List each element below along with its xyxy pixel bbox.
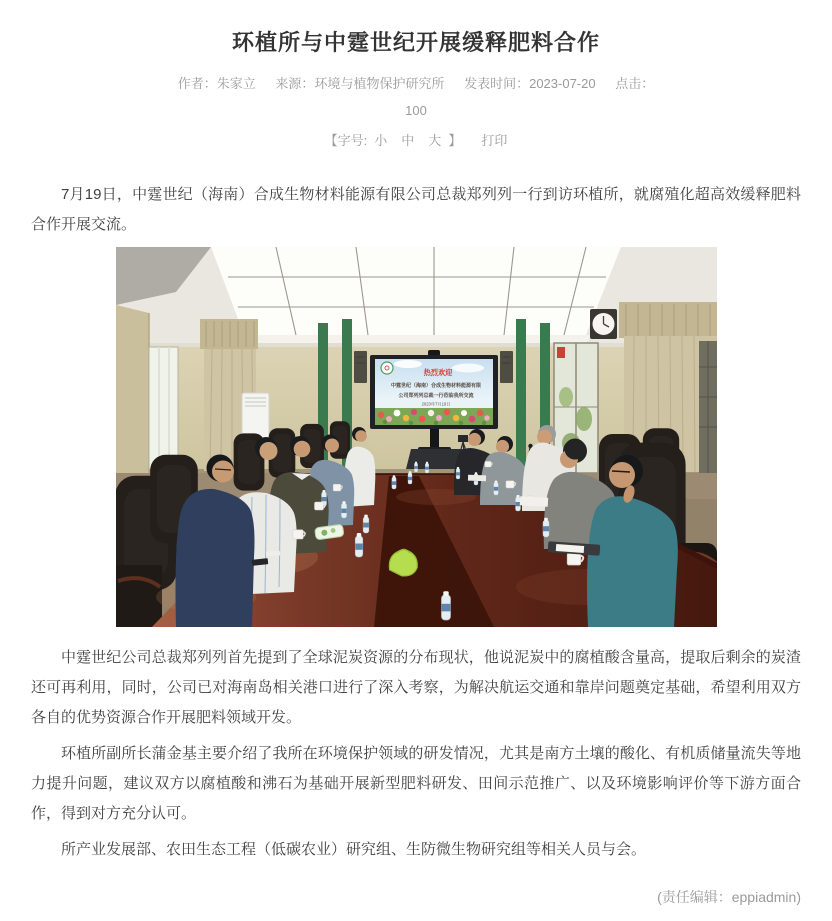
meta-source-label: 来源： (275, 76, 315, 91)
meta-author-value: 朱家立 (216, 76, 256, 91)
meeting-room-illustration (116, 247, 717, 627)
fontsize-toolbar (0, 127, 832, 154)
meta-hits-value: 100 (405, 103, 427, 118)
article-body (0, 180, 832, 865)
fontsize-small-button[interactable]: 小 (374, 133, 388, 148)
meta-hits-label: 点击： (615, 76, 655, 91)
curtain-pelmet (619, 302, 717, 338)
meta-date-value: 2023-07-20 (529, 76, 596, 91)
exit-sign-icon (557, 347, 565, 358)
editor-credit: (责任编辑：eppiadmin) (657, 889, 801, 905)
fontsize-prefix: 【字号: (324, 133, 368, 148)
meta-date (464, 76, 596, 91)
paragraph-1: 7月19日，中霆世纪（海南）合成生物材料能源有限公司总裁郑列列一行到访环植所，就腐殖化超高效缓释肥料合作开展交流。 (31, 186, 801, 233)
wall-clock-icon (590, 309, 617, 339)
article-meta (0, 70, 832, 97)
meta-source (275, 76, 444, 91)
meta-author-label: 作者： (177, 76, 217, 91)
meta-author (178, 76, 256, 91)
tv-stand (430, 429, 439, 449)
meta-date-label: 发表时间： (464, 76, 530, 91)
page-title: 环植所与中霆世纪开展缓释肥料合作 (231, 30, 600, 55)
paragraph-2: 中霆世纪公司总裁郑列列首先提到了全球泥炭资源的分布现状，他说泥炭中的腐植酸含量高，提取后剩余的炭渣还可再利用，同时，公司已对海南岛相关港口进行了深入考察，为解决航运交通和靠岸问题奠定基础，希望利用双方各自的优势资源合作开展肥料领域开发。 (31, 649, 801, 726)
institute-logo-icon (381, 362, 393, 374)
fontsize-medium-button[interactable]: 中 (401, 133, 415, 148)
curtain-pelmet (200, 319, 258, 349)
slide-date: 2023年7月19日 (421, 401, 450, 407)
slide-company-line2: 公司郑列列总裁一行莅临我所交流 (397, 393, 474, 399)
slide-welcome-text: 热烈欢迎 (423, 368, 452, 377)
slide-flower-strip (375, 408, 493, 425)
article-photo (116, 247, 717, 627)
meta-source-value: 环境与植物保护研究所 (314, 76, 445, 91)
slide-company-line1: 中霆世纪（海南）合成生物材料能源有限 (390, 383, 481, 389)
paragraph-4: 所产业发展部、农田生态工程（低碳农业）研究组、生防微生物研究组等相关人员与会。 (61, 841, 647, 858)
print-button[interactable]: 打印 (481, 133, 508, 148)
paragraph-3: 环植所副所长蒲金基主要介绍了我所在环境保护领域的研发情况，尤其是南方土壤的酸化、有机质储量流失等地力提升问题，建议双方以腐植酸和沸石为基础开展新型肥料研发、田间示范推广、以及环境影响评价等下游方面合作，得到对方充分认可。 (31, 745, 801, 822)
papers (519, 496, 547, 506)
fontsize-large-button[interactable]: 大 (428, 133, 442, 148)
window (149, 347, 178, 469)
fontsize-suffix: 】 (448, 133, 462, 148)
